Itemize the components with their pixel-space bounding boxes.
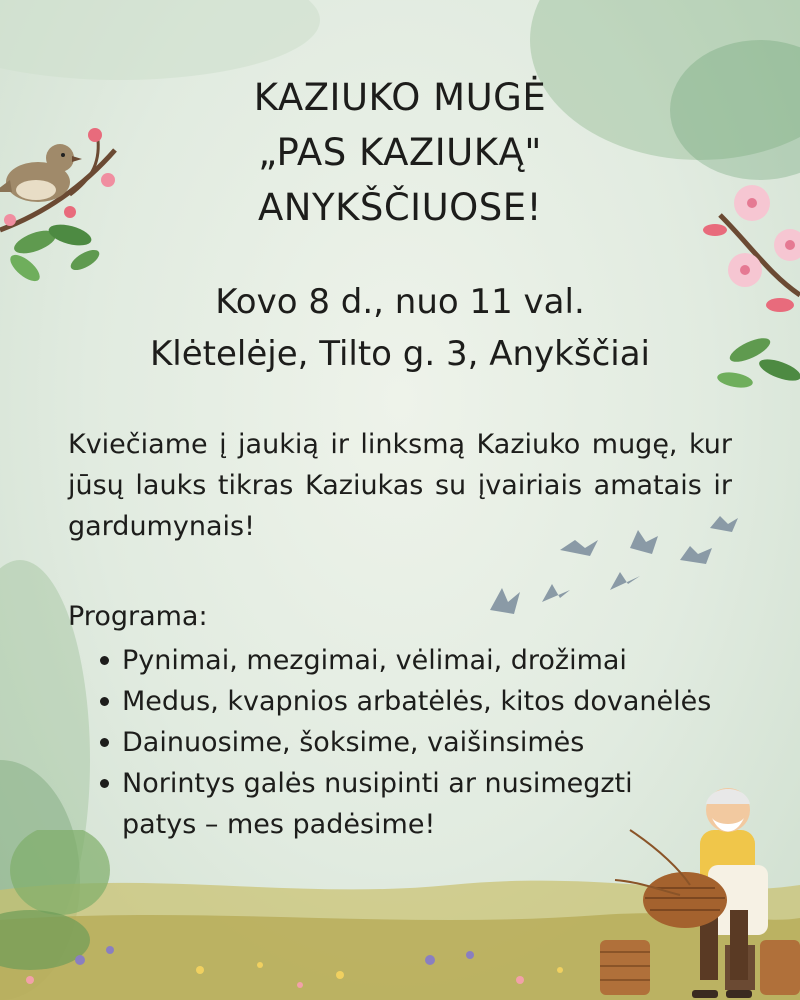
event-title: [0, 70, 800, 235]
intro-text: Kviečiame į jaukią ir linksmą Kaziuko mugę, kur jūsų lauks tikras Kaziukas su įvairiais amatais ir gardumynais!: [68, 429, 732, 542]
program-list: [68, 640, 748, 845]
program-item: Pynimai, mezgimai, vėlimai, drožimai: [68, 640, 748, 681]
title-line-3: ANYKŠČIUOSE!: [258, 186, 542, 229]
program-item: Norintys galės nusipinti ar nusimegzti patys – mes padėsime!: [68, 763, 682, 845]
event-location: Klėtelėje, Tilto g. 3, Anykščiai: [149, 334, 650, 374]
program-item: Medus, kvapnios arbatėlės, kitos dovanėlės: [68, 681, 748, 722]
title-line-1: KAZIUKO MUGĖ: [253, 76, 547, 119]
title-line-2: „PAS KAZIUKĄ": [258, 131, 542, 174]
event-details: [0, 276, 800, 380]
program-label: Programa:: [68, 601, 208, 632]
event-date: Kovo 8 d., nuo 11 val.: [215, 282, 585, 322]
program-item: Dainuosime, šoksime, vaišinsimės: [68, 722, 748, 763]
